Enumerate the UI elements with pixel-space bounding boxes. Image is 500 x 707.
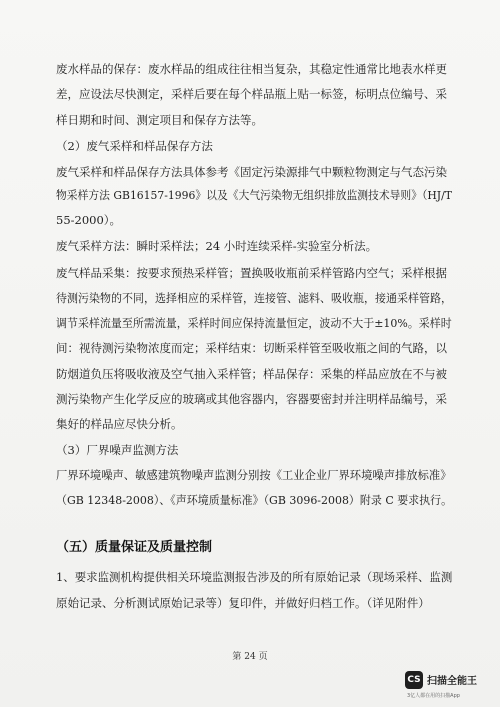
- paragraph-line: 废气采样和样品保存方法具体参考《固定污染源排气中颗粒物测定与气态污染: [56, 165, 447, 179]
- camscanner-logo-icon: CS: [405, 671, 423, 689]
- paragraph-line: 测污染物产生化学反应的玻璃或其他容器内，容器要密封并注明样品编号，采: [56, 392, 447, 406]
- paragraph-line: 废水样品的保存：废水样品的组成往往相当复杂，其稳定性通常比地表水样更: [56, 62, 447, 76]
- paragraph-line: 调节采样流量至所需流量，采样时间应保持流量恒定，波动不大于±10%。采样时: [56, 316, 452, 330]
- paragraph-line: （GB 12348-2008）、《声环境质量标准》（GB 3096-2008）附录 C 要求执行。: [56, 493, 453, 507]
- section-heading: （五）质量保证及质量控制: [56, 540, 213, 555]
- paragraph-line: 集好的样品应尽快分析。: [56, 417, 183, 431]
- paragraph-line: 废气采样方法：瞬时采样法；24 小时连续采样-实验室分析法。: [56, 239, 378, 253]
- scanner-watermark: [403, 669, 495, 703]
- paragraph-line: 废气样品采集：按要求预热采样管；置换吸收瓶前采样管路内空气；采样根据: [56, 266, 447, 280]
- subsection-title: （2）废气采样和样品保存方法: [56, 139, 213, 153]
- paragraph-line: 待测污染物的不同，选择相应的采样管，连接管、滤料、吸收瓶，接通采样管路，: [56, 291, 452, 305]
- watermark-app-name: 扫描全能王: [427, 676, 477, 687]
- paragraph-line: 1、要求监测机构提供相关环境监测报告涉及的所有原始记录（现场采样、监测: [56, 570, 453, 584]
- watermark-tagline: 3亿人都在用的扫描App: [407, 693, 460, 699]
- paragraph-line: 55-2000）。: [56, 213, 122, 227]
- paragraph-line: 原始记录、分析测试原始记录等）复印件，并做好归档工作。（详见附件）: [56, 596, 430, 610]
- paragraph-line: 厂界环境噪声、敏感建筑物噪声监测分别按《工业企业厂界环境噪声排放标准》: [56, 468, 452, 482]
- paragraph-line: 防烟道负压将吸收液及空气抽入采样管；样品保存：采集的样品应放在不与被: [56, 367, 447, 381]
- paragraph-line: 样日期和时间、测定项目和保存方法等。: [56, 113, 263, 127]
- paragraph-line: 物采样方法 GB16157-1996》以及《大气污染物无组织排放监测技术导则》（HJ/T: [56, 188, 452, 202]
- paragraph-line: 间：视待测污染物浓度而定；采样结束：切断采样管至吸收瓶之间的气路，以: [56, 341, 447, 355]
- subsection-title: （3）厂界噪声监测方法: [56, 443, 179, 457]
- page-number: 第 24 页: [232, 652, 268, 662]
- paragraph-line: 差，应设法尽快测定，采样后要在每个样品瓶上贴一标签，标明点位编号、采: [56, 87, 447, 101]
